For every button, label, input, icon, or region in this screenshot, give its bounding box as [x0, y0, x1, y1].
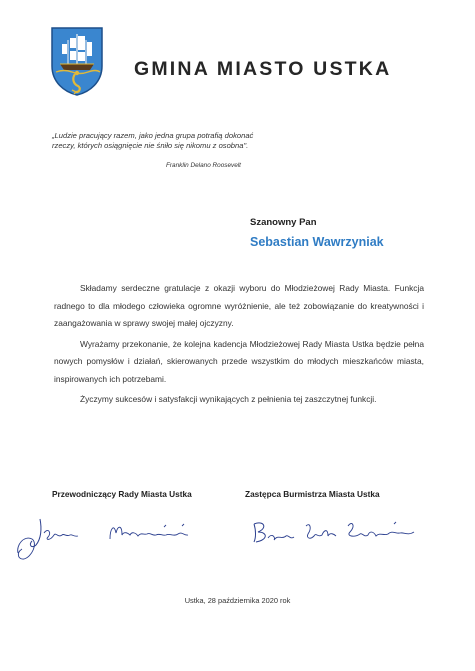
motto-quote: „Ludzie pracujący razem, jako jedna grupa potrafią dokonać rzeczy, których osiągnięcie nie śniło się nikomu z osobna". — [52, 131, 254, 150]
organization-name: GMINA MIASTO USTKA — [134, 58, 392, 80]
town-crest-icon — [50, 26, 104, 96]
paragraph-conviction: Wyrażamy przekonanie, że kolejna kadencja Młodzieżowej Rady Miasta Ustka będzie pełna nowych pomysłów i działań, skierowanych przede wszystkim do młodych mieszkańców miasta, inspirowanych ich potrzebami. — [54, 338, 424, 384]
paragraph-wishes: Życzymy sukcesów i satysfakcji wynikających z pełnienia tej zaszczytnej funkcji. — [80, 394, 377, 404]
place-and-date: Ustka, 28 października 2020 rok — [184, 596, 291, 605]
paragraph-congratulations: Składamy serdeczne gratulacje z okazji wyboru do Młodzieżowej Rady Miasta. Funkcja radnego to dla młodego człowieka ogromne wyróżnienie, ale też zobowiązanie do kreatywności i zaangażowania w sprawy swojej małej ojczyzny. — [54, 283, 424, 328]
letter-body — [54, 280, 424, 412]
deputy-mayor-signature — [244, 510, 424, 550]
deputy-mayor-title: Zastępca Burmistrza Miasta Ustka — [245, 489, 380, 499]
salutation: Szanowny Pan — [250, 217, 317, 228]
quote-author: Franklin Delano Roosevelt — [166, 162, 241, 169]
recipient-name: Sebastian Wawrzyniak — [250, 235, 384, 249]
chairman-signature — [14, 505, 214, 565]
chairman-title: Przewodniczący Rady Miasta Ustka — [52, 489, 192, 499]
